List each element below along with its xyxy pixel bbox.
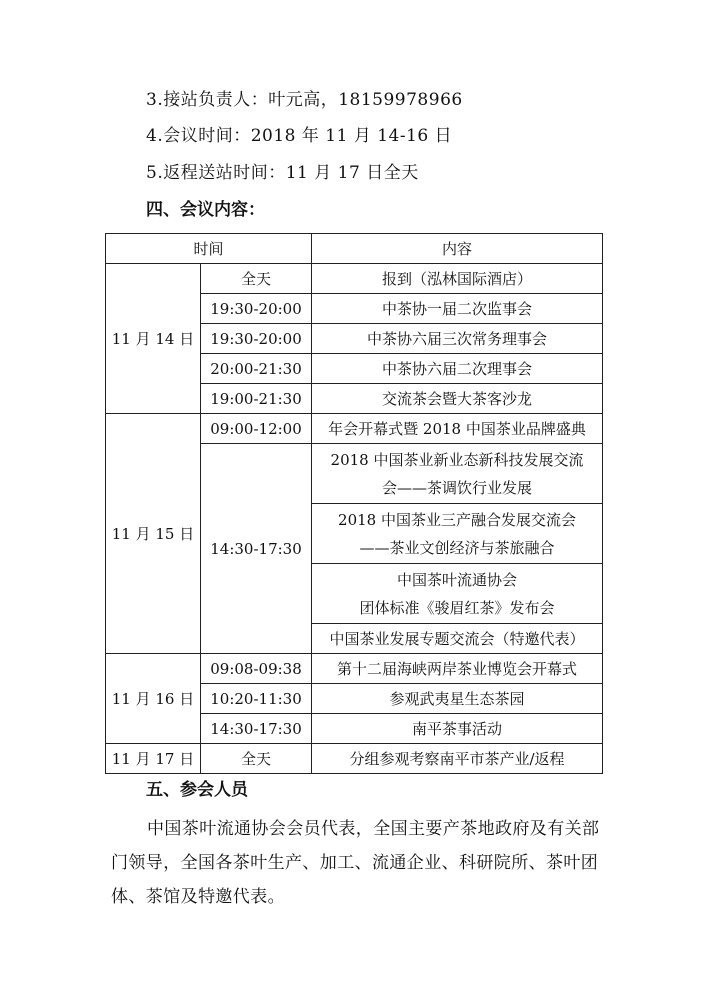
time-cell: 19:30-20:00	[201, 324, 312, 354]
time-cell: 全天	[201, 744, 312, 774]
content-cell: 年会开幕式暨 2018 中国茶业品牌盛典	[312, 414, 603, 444]
agenda-table	[105, 233, 603, 774]
content-cell: 中茶协六届三次常务理事会	[312, 324, 603, 354]
date-cell-16: 11 月 16 日	[106, 654, 201, 744]
content-cell	[312, 564, 603, 624]
content-line: 2018 中国茶业新业态新科技发展交流	[330, 450, 584, 469]
table-row	[106, 264, 603, 294]
content-cell: 南平茶事活动	[312, 714, 603, 744]
content-cell: 中国茶业发展专题交流会（特邀代表）	[312, 624, 603, 654]
content-cell	[312, 444, 603, 504]
content-cell: 第十二届海峡两岸茶业博览会开幕式	[312, 654, 603, 684]
time-cell: 09:08-09:38	[201, 654, 312, 684]
time-cell-afternoon: 14:30-17:30	[201, 444, 312, 654]
content-line: 会——茶调饮行业发展	[382, 478, 533, 497]
return-time-line: 5.返程送站时间：11 月 17 日全天	[146, 163, 419, 183]
section5-heading: 五、参会人员	[146, 780, 248, 800]
content-cell: 报到（泓林国际酒店）	[312, 264, 603, 294]
section4-heading: 四、会议内容：	[146, 200, 265, 220]
date-cell-15: 11 月 15 日	[106, 414, 201, 654]
content-cell: 分组参观考察南平市茶产业/返程	[312, 744, 603, 774]
table-row	[106, 654, 603, 684]
content-cell: 参观武夷星生态茶园	[312, 684, 603, 714]
content-line: ——茶业文创经济与茶旅融合	[359, 538, 555, 557]
time-cell: 19:00-21:30	[201, 384, 312, 414]
content-cell: 中茶协六届二次理事会	[312, 354, 603, 384]
time-cell: 19:30-20:00	[201, 294, 312, 324]
date-cell-14: 11 月 14 日	[106, 264, 201, 414]
content-cell	[312, 504, 603, 564]
content-cell: 交流茶会暨大茶客沙龙	[312, 384, 603, 414]
header-content: 内容	[312, 234, 603, 264]
date-cell-17: 11 月 17 日	[106, 744, 201, 774]
content-line: 2018 中国茶业三产融合发展交流会	[338, 510, 576, 529]
meeting-time-line: 4.会议时间：2018 年 11 月 14-16 日	[146, 126, 453, 146]
time-cell: 09:00-12:00	[201, 414, 312, 444]
table-header-row	[106, 234, 603, 264]
participants-paragraph: 中国茶叶流通协会会员代表，全国主要产茶地政府及有关部门领导，全国各茶叶生产、加工、流通企业、科研院所、茶叶团体、茶馆及特邀代表。	[111, 819, 600, 907]
time-cell: 10:20-11:30	[201, 684, 312, 714]
time-cell: 20:00-21:30	[201, 354, 312, 384]
table-row	[106, 414, 603, 444]
time-cell: 14:30-17:30	[201, 714, 312, 744]
header-time: 时间	[106, 234, 312, 264]
time-cell: 全天	[201, 264, 312, 294]
content-cell: 中茶协一届二次监事会	[312, 294, 603, 324]
table-row	[106, 744, 603, 774]
content-line: 中国茶叶流通协会	[397, 570, 518, 589]
content-line: 团体标准《骏眉红茶》发布会	[359, 598, 555, 617]
pickup-contact-line: 3.接站负责人：叶元高，18159978966	[146, 90, 463, 110]
